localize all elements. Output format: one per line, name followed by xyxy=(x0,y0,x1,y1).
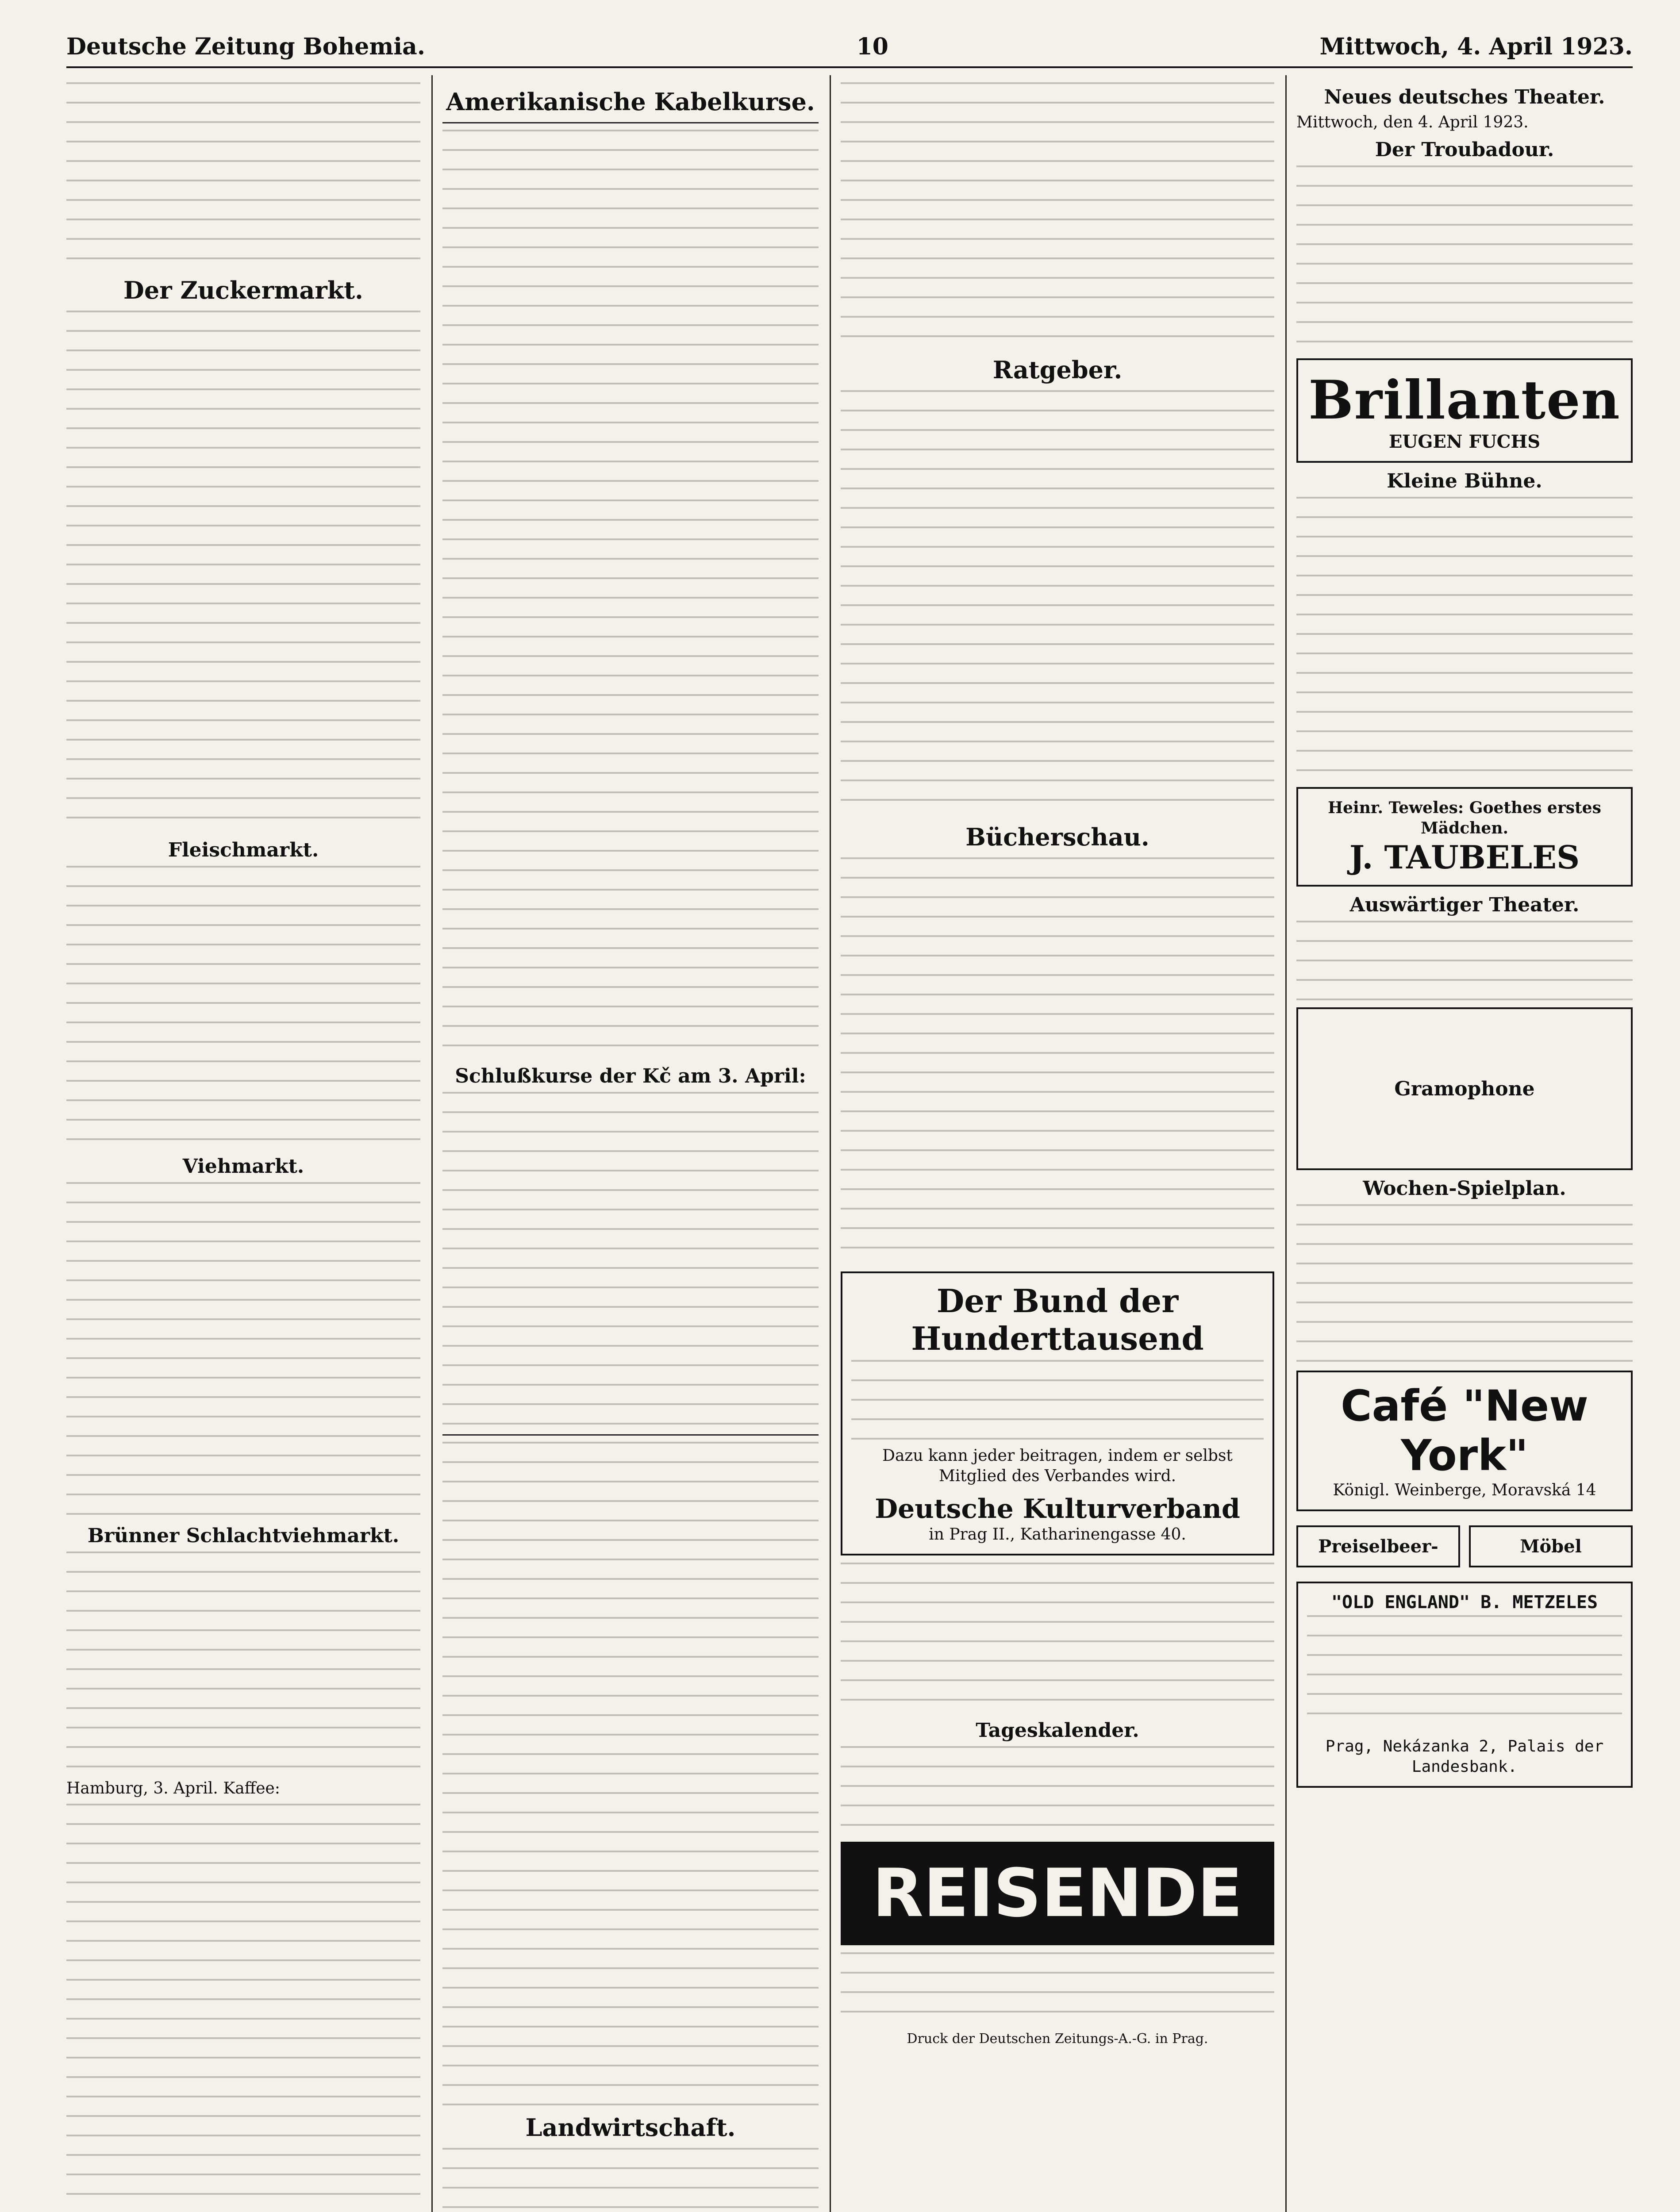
ad-old-england xyxy=(1296,1582,1633,1788)
ad-preiselbeer-title: Preiselbeer- xyxy=(1318,1536,1438,1557)
text-block xyxy=(1296,1204,1633,1363)
ad-moebel-title: Möbel xyxy=(1520,1536,1582,1557)
ad-old-england-address: Prag, Nekázanka 2, Palais der Landesbank. xyxy=(1325,1737,1604,1776)
play-title: Der Troubadour. xyxy=(1375,138,1554,161)
ad-bund-text: Dazu kann jeder beitragen, indem er selbst Mitglied des Verbandes wird. xyxy=(882,1447,1233,1485)
ad-bund-address: in Prag II., Katharinengasse 40. xyxy=(929,1525,1186,1544)
heading-viehmarkt: Viehmarkt. xyxy=(182,1155,304,1178)
text-block xyxy=(1296,921,1633,1000)
ad-moebel xyxy=(1469,1525,1633,1567)
masthead xyxy=(66,27,1633,68)
cast-list xyxy=(1296,497,1633,780)
newspaper-page xyxy=(66,27,1633,2212)
text-block xyxy=(66,866,420,1149)
masthead-left: Deutsche Zeitung Bohemia. xyxy=(66,33,425,60)
heading-auswaertiger-theater: Auswärtiger Theater. xyxy=(1349,894,1580,916)
text-block xyxy=(841,1746,1274,1835)
heading-wochen-spielplan: Wochen-Spielplan. xyxy=(1363,1177,1566,1200)
text-block xyxy=(442,2148,819,2212)
heading-zuckermarkt: Der Zuckermarkt. xyxy=(123,276,363,304)
rates-table xyxy=(442,1092,819,1428)
text-block xyxy=(66,1182,420,1518)
ad-eugen-fuchs: EUGEN FUCHS xyxy=(1388,431,1541,452)
text-block xyxy=(841,390,1274,815)
column-4 xyxy=(1296,80,1633,2212)
ad-brillanten-title: Brillanten xyxy=(1308,369,1621,431)
text-block xyxy=(66,311,420,833)
column-1 xyxy=(66,80,420,2212)
text-block xyxy=(442,1442,819,2105)
ad-taubeles xyxy=(1296,787,1633,887)
heading-buecherschau: Bücherschau. xyxy=(965,823,1149,851)
divider xyxy=(442,122,819,123)
ad-bund-der-hunderttausend xyxy=(841,1271,1274,1555)
divider xyxy=(442,1434,819,1436)
text-block xyxy=(841,857,1274,1264)
ad-taubeles-name: J. TAUBELES xyxy=(1349,838,1580,876)
masthead-date: Mittwoch, 4. April 1923. xyxy=(1319,33,1633,60)
ad-gramophone xyxy=(1296,1007,1633,1170)
column-rule xyxy=(1285,75,1287,2212)
ad-row xyxy=(1296,1518,1633,1575)
column-rule xyxy=(431,75,433,2212)
text-block xyxy=(66,1551,420,1773)
printer-footer: Druck der Deutschen Zeitungs-A.-G. in Prag. xyxy=(907,2031,1208,2047)
text-block xyxy=(841,1952,1274,2023)
ad-cafe-title: Café "New York" xyxy=(1341,1381,1588,1480)
heading-neues-deutsches-theater: Neues deutsches Theater. xyxy=(1324,86,1605,108)
theater-date: Mittwoch, den 4. April 1923. xyxy=(1296,113,1529,131)
column-rule xyxy=(830,75,831,2212)
ad-cafe-new-york xyxy=(1296,1371,1633,1511)
ad-bund-org: Deutsche Kulturverband xyxy=(875,1494,1240,1525)
ad-body xyxy=(851,1360,1264,1440)
column-2 xyxy=(442,80,819,2212)
text-block xyxy=(442,130,819,1059)
page-number: 10 xyxy=(856,33,888,60)
ad-cafe-address: Königl. Weinberge, Moravská 14 xyxy=(1333,1481,1596,1499)
cast-list xyxy=(1296,165,1633,351)
text-block xyxy=(66,82,420,268)
heading-amerikanische-kabelkurse: Amerikanische Kabelkurse. xyxy=(446,88,815,116)
heading-landwirtschaft: Landwirtschaft. xyxy=(525,2113,736,2142)
heading-brunner-schlachtviehmarkt: Brünner Schlachtviehmarkt. xyxy=(87,1525,400,1547)
heading-fleischmarkt: Fleischmarkt. xyxy=(168,839,319,861)
text-block xyxy=(841,1563,1274,1713)
ad-reisende: REISENDE xyxy=(841,1842,1274,1945)
hamburg-kaffee: Hamburg, 3. April. Kaffee: xyxy=(66,1779,280,1797)
text-block xyxy=(66,1804,420,2212)
ad-body xyxy=(1307,1615,1622,1730)
ad-bund-title: Der Bund der Hunderttausend xyxy=(911,1282,1204,1357)
ad-gramophone-title: Gramophone xyxy=(1394,1077,1535,1100)
heading-kleine-buehne: Kleine Bühne. xyxy=(1387,470,1542,492)
ad-brillanten xyxy=(1296,358,1633,463)
ad-old-england-title: "OLD ENGLAND" B. METZELES xyxy=(1331,1592,1598,1613)
heading-tageskalender: Tageskalender. xyxy=(976,1719,1139,1742)
ad-preiselbeer xyxy=(1296,1525,1460,1567)
heading-schlusskurse: Schlußkurse der Kč am 3. April: xyxy=(455,1065,806,1087)
ad-teweles-title: Heinr. Teweles: Goethes erstes Mädchen. xyxy=(1328,799,1601,837)
text-block xyxy=(841,82,1274,348)
heading-ratgeber: Ratgeber. xyxy=(992,356,1123,384)
column-3 xyxy=(841,80,1274,2212)
